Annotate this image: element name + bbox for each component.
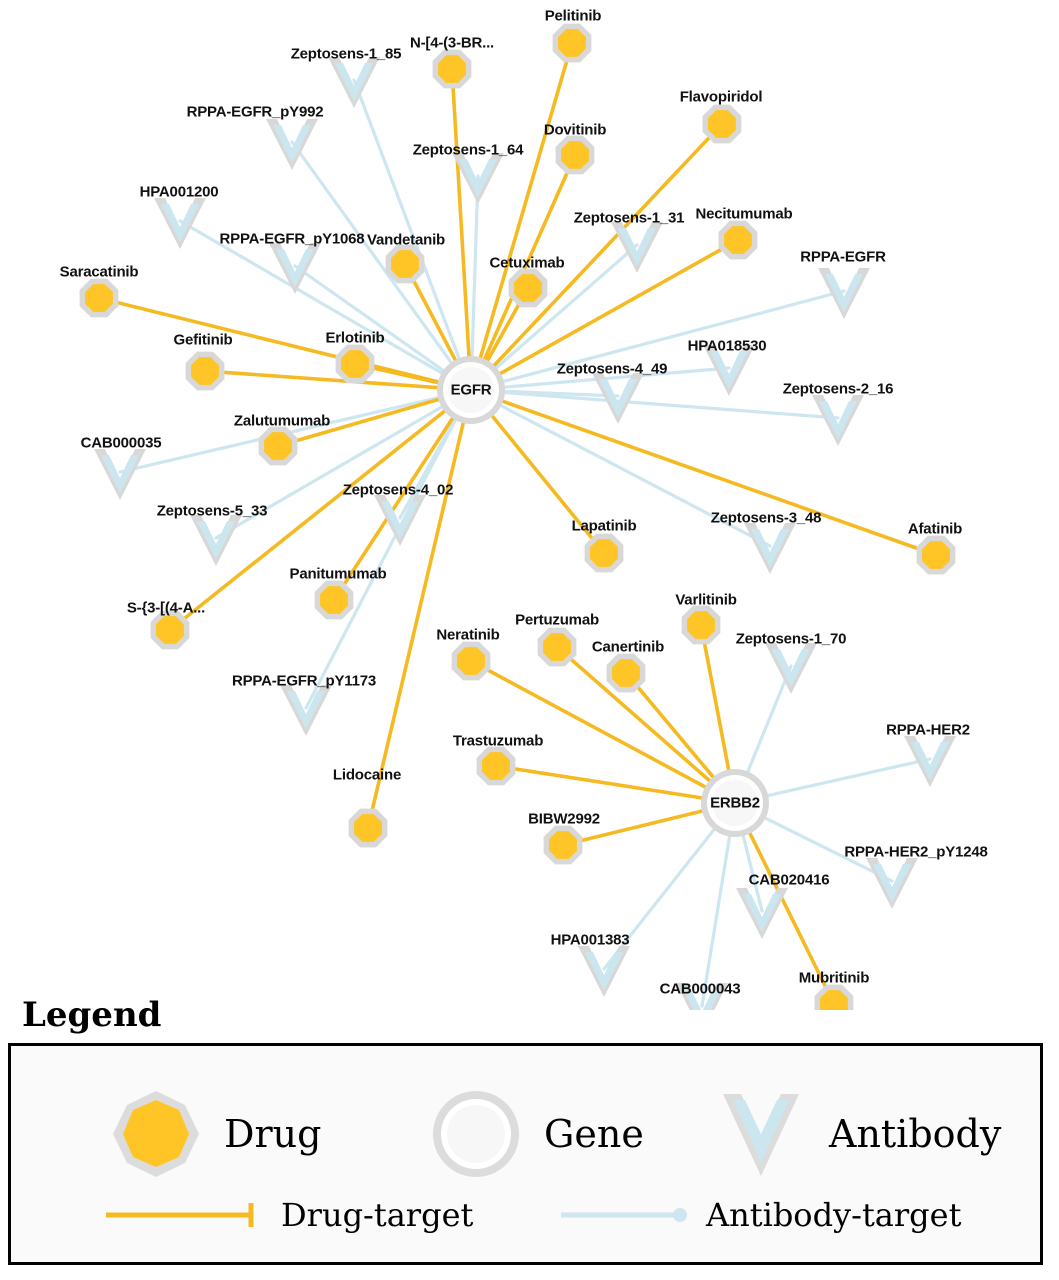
antibody-node[interactable]	[578, 946, 630, 997]
antibody-label: Zeptosens-1_64	[412, 141, 524, 159]
antibody-label: HPA001383	[550, 931, 630, 949]
drug-icon	[106, 1084, 206, 1184]
legend-antibody-target	[556, 1196, 961, 1234]
antibody-node[interactable]	[374, 495, 426, 546]
antibody-label: Zeptosens-1_31	[573, 209, 685, 227]
legend-antibody-label: Antibody	[829, 1112, 1002, 1156]
drug-node[interactable]	[452, 642, 491, 681]
antibody-label: Zeptosens-1_85	[290, 45, 402, 63]
antibody-label: Zeptosens-2_16	[782, 380, 894, 398]
legend-edges-row	[11, 1196, 1040, 1256]
legend-drug	[106, 1084, 321, 1184]
antibody-node[interactable]	[154, 198, 206, 249]
drug-label: Cetuximab	[489, 254, 565, 272]
antibody-node[interactable]	[866, 858, 918, 909]
drug-node[interactable]	[336, 345, 375, 384]
antibody-label: RPPA-EGFR_pY1068	[219, 230, 365, 248]
drug-node[interactable]	[556, 136, 595, 175]
antibody-label: RPPA-EGFR_pY1173	[231, 672, 377, 690]
drug-label: Erlotinib	[325, 329, 385, 347]
drug-label: Mubritinib	[798, 969, 870, 987]
drug-node[interactable]	[538, 628, 577, 667]
antibody-node[interactable]	[269, 243, 321, 294]
antibody-label: CAB000035	[80, 434, 162, 452]
antibody-label: HPA018530	[687, 337, 767, 355]
antibody-label: RPPA-EGFR	[800, 248, 886, 266]
legend-antibody	[711, 1084, 1001, 1184]
antibody-node[interactable]	[812, 395, 864, 446]
legend-box	[8, 1043, 1043, 1265]
drug-label: Lidocaine	[332, 766, 402, 784]
antibody-label: Zeptosens-5_33	[156, 502, 268, 520]
antibody-node[interactable]	[280, 685, 332, 736]
drug-node[interactable]	[349, 809, 388, 848]
drug-node[interactable]	[386, 245, 425, 284]
drug-node[interactable]	[682, 606, 721, 645]
gene-label: EGFR	[450, 381, 492, 399]
antibody-label: CAB000043	[659, 980, 741, 998]
antibody-node[interactable]	[190, 515, 242, 566]
drug-label: Lapatinib	[571, 517, 637, 535]
edge	[452, 69, 471, 390]
gene-icon	[426, 1084, 526, 1184]
drug-node[interactable]	[544, 826, 583, 865]
drug-node[interactable]	[509, 269, 548, 308]
drug-label: Trastuzumab	[452, 732, 544, 750]
antibody-label: Zeptosens-3_48	[710, 509, 822, 527]
antibody-node[interactable]	[94, 449, 146, 500]
drug-label: Varlitinib	[675, 591, 737, 609]
drug-node[interactable]	[477, 747, 516, 786]
drug-label: Panitumumab	[289, 565, 387, 583]
legend-title: Legend	[22, 995, 162, 1035]
drug-target-edge-icon	[101, 1197, 271, 1233]
legend-drug-label: Drug	[224, 1112, 322, 1156]
edge	[368, 390, 471, 828]
legend-symbols-row	[11, 1076, 1040, 1186]
drug-node[interactable]	[259, 427, 298, 466]
drug-node[interactable]	[80, 279, 119, 318]
antibody-label: RPPA-HER2	[886, 721, 970, 739]
drug-node[interactable]	[186, 352, 225, 391]
antibody-label: Zeptosens-4_02	[342, 481, 454, 499]
drug-label: Gefitinib	[173, 331, 233, 349]
legend-antibody-target-label: Antibody-target	[706, 1196, 962, 1234]
antibody-label: CAB020416	[748, 871, 830, 889]
antibody-node[interactable]	[611, 222, 663, 273]
drug-node[interactable]	[553, 24, 592, 63]
legend-drug-target-label: Drug-target	[281, 1196, 474, 1234]
antibody-node[interactable]	[818, 268, 870, 319]
drug-label: Necitumumab	[695, 205, 793, 223]
legend-drug-target	[101, 1196, 473, 1234]
drug-label: Zalutumumab	[233, 412, 331, 430]
drug-node[interactable]	[315, 581, 354, 620]
drug-label: Dovitinib	[543, 121, 607, 139]
antibody-label: RPPA-HER2_pY1248	[844, 843, 988, 861]
drug-label: Vandetanib	[366, 231, 446, 249]
gene-label: ERBB2	[710, 794, 760, 812]
drug-label: Pelitinib	[544, 7, 602, 25]
edge	[471, 390, 936, 555]
drug-label: N-[4-(3-BR...	[409, 34, 495, 52]
antibody-label: RPPA-EGFR_pY992	[186, 103, 324, 121]
antibody-label: Zeptosens-4_49	[556, 360, 668, 378]
antibody-node[interactable]	[744, 523, 796, 574]
drug-label: Canertinib	[591, 638, 665, 656]
drug-node[interactable]	[607, 654, 646, 693]
drug-node[interactable]	[703, 105, 742, 144]
drug-node[interactable]	[815, 985, 854, 1010]
drug-node[interactable]	[917, 536, 956, 575]
antibody-node[interactable]	[736, 888, 788, 939]
antibody-label: HPA001200	[139, 183, 219, 201]
drug-node[interactable]	[433, 50, 472, 89]
drug-node[interactable]	[719, 221, 758, 260]
drug-node[interactable]	[585, 534, 624, 573]
drug-label: Pertuzumab	[515, 611, 599, 629]
antibody-label: Zeptosens-1_70	[735, 630, 847, 648]
drug-label: Flavopiridol	[679, 88, 763, 106]
drug-label: BIBW2992	[528, 810, 600, 828]
drug-label: S-{3-[(4-A...	[126, 599, 206, 617]
legend-gene-label: Gene	[544, 1112, 644, 1156]
antibody-icon	[711, 1084, 811, 1184]
drug-label: Afatinib	[907, 520, 963, 538]
drug-label: Saracatinib	[59, 263, 139, 281]
antibody-target-edge-icon	[556, 1197, 696, 1233]
drug-label: Neratinib	[436, 626, 500, 644]
legend-gene	[426, 1084, 644, 1184]
